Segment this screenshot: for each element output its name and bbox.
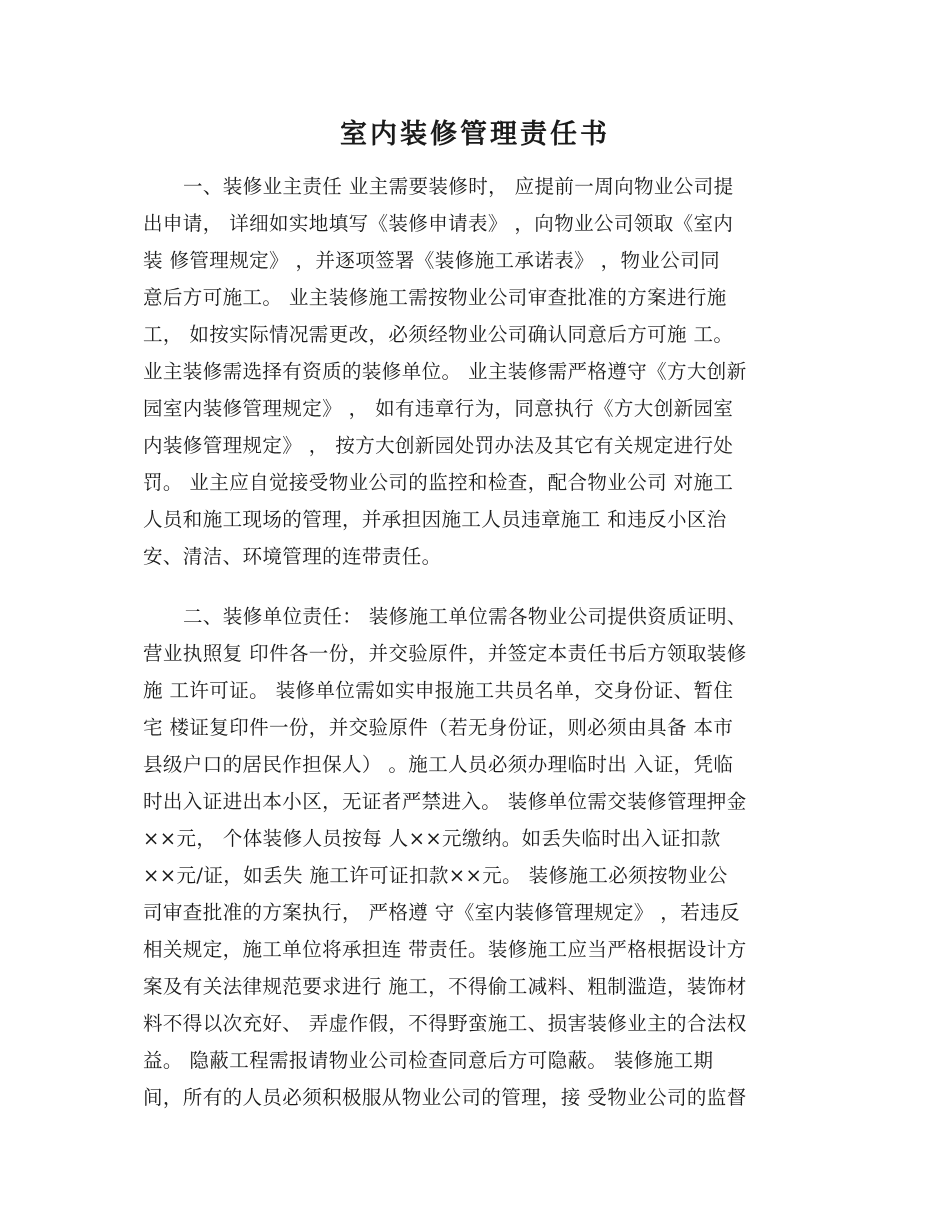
paragraph-line: 二、装修单位责任： 装修施工单位需各物业公司提供资质证明、 bbox=[183, 605, 747, 628]
paragraph-line: 工， 如按实际情况需更改，必须经物业公司确认同意后方可施 工。 bbox=[143, 323, 734, 346]
document-title: 室内装修管理责任书 bbox=[340, 119, 610, 150]
paragraph-line: 出申请， 详细如实地填写《装修申请表》 ，向物业公司领取《室内 bbox=[143, 212, 734, 235]
paragraph-line: 意后方可施工。 业主装修施工需按物业公司审查批准的方案进行施 bbox=[143, 286, 727, 309]
paragraph-line: 业主装修需选择有资质的装修单位。 业主装修需严格遵守《方大创新 bbox=[143, 360, 747, 383]
paragraph-line: ××元/证，如丢失 施工许可证扣款××元。 装修施工必须按物业公 bbox=[143, 864, 728, 887]
paragraph-line: 内装修管理规定》 ， 按方大创新园处罚办法及其它有关规定进行处 bbox=[143, 434, 734, 457]
paragraph-line: 案及有关法律规范要求进行 施工，不得偷工减料、粗制滥造，装饰材 bbox=[143, 975, 747, 998]
paragraph-line: 益。 隐蔽工程需报请物业公司检查同意后方可隐蔽。 装修施工期 bbox=[143, 1049, 714, 1072]
paragraph-line: 罚。 业主应自觉接受物业公司的监控和检查，配合物业公司 对施工 bbox=[143, 471, 734, 494]
paragraph-line: 相关规定，施工单位将承担连 带责任。装修施工应当严格根据设计方 bbox=[143, 938, 747, 961]
paragraph-line: 宅 楼证复印件一份，并交验原件（若无身份证，则必须由具备 本市 bbox=[143, 716, 734, 739]
paragraph-line: 园室内装修管理规定》 ， 如有违章行为，同意执行《方大创新园室 bbox=[143, 397, 734, 420]
paragraph-line: 人员和施工现场的管理，并承担因施工人员违章施工 和违反小区治 bbox=[143, 508, 727, 531]
paragraph-line: 施 工许可证。 装修单位需如实申报施工共员名单，交身份证、暂住 bbox=[143, 679, 734, 702]
paragraph-line: 间，所有的人员必须积极服从物业公司的管理，接 受物业公司的监督 bbox=[143, 1086, 747, 1109]
paragraph-line: 县级户口的居民作担保人） 。施工人员必须办理临时出 入证，凭临 bbox=[143, 753, 734, 776]
paragraph-line: 装 修管理规定》 ，并逐项签署《装修施工承诺表》 ，物业公司同 bbox=[143, 249, 720, 272]
paragraph-owner-responsibility bbox=[143, 168, 807, 575]
paragraph-line: 一、装修业主责任 业主需要装修时， 应提前一周向物业公司提 bbox=[183, 175, 734, 198]
paragraph-line: 安、清洁、环境管理的连带责任。 bbox=[143, 545, 442, 568]
paragraph-line: 料不得以次充好、 弄虚作假，不得野蛮施工、损害装修业主的合法权 bbox=[143, 1012, 747, 1035]
paragraph-line: 营业执照复 印件各一份，并交验原件，并签定本责任书后方领取装修 bbox=[143, 642, 747, 665]
paragraph-line: ××元， 个体装修人员按每 人××元缴纳。如丢失临时出入证扣款 bbox=[143, 827, 721, 850]
paragraph-line: 司审查批准的方案执行， 严格遵 守《室内装修管理规定》 ，若违反 bbox=[143, 901, 740, 924]
paragraph-contractor-responsibility bbox=[143, 598, 807, 1116]
paragraph-line: 时出入证进出本小区，无证者严禁进入。 装修单位需交装修管理押金 bbox=[143, 790, 747, 813]
